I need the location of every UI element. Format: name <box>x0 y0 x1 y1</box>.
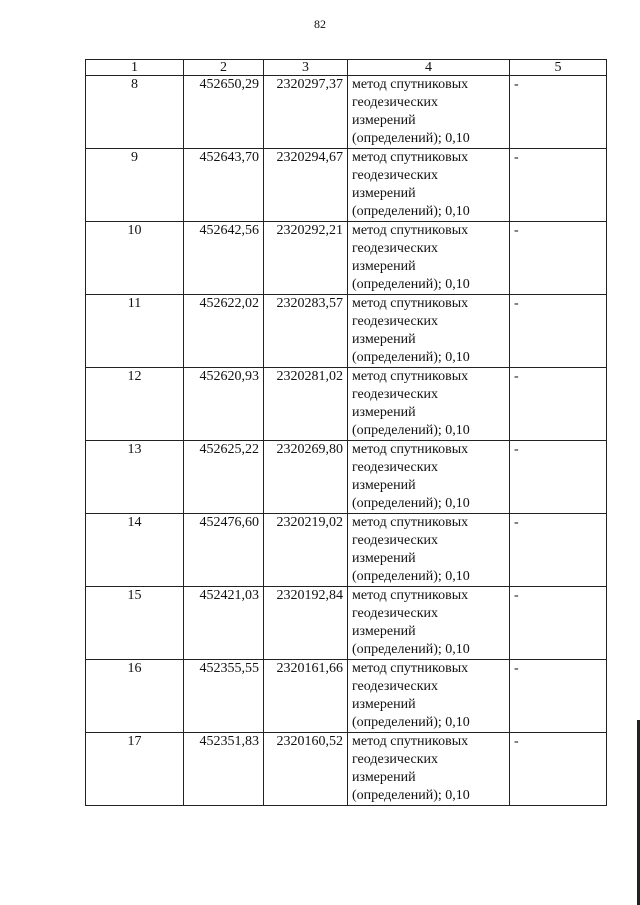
header-col-4: 4 <box>348 60 510 76</box>
coordinate-x: 452642,56 <box>184 222 264 295</box>
coordinate-y: 2320269,80 <box>264 441 348 514</box>
note-cell: - <box>510 295 607 368</box>
point-number: 14 <box>86 514 184 587</box>
coordinate-y: 2320292,21 <box>264 222 348 295</box>
coordinates-table <box>85 59 607 806</box>
point-number: 10 <box>86 222 184 295</box>
note-cell: - <box>510 441 607 514</box>
note-cell: - <box>510 514 607 587</box>
table-row <box>86 295 607 368</box>
method-cell: метод спутниковых геодезических измерений (определений); 0,10 <box>348 222 510 295</box>
table-row <box>86 733 607 806</box>
point-number: 17 <box>86 733 184 806</box>
header-col-1: 1 <box>86 60 184 76</box>
method-cell: метод спутниковых геодезических измерений (определений); 0,10 <box>348 660 510 733</box>
header-col-5: 5 <box>510 60 607 76</box>
point-number: 15 <box>86 587 184 660</box>
coordinate-x: 452620,93 <box>184 368 264 441</box>
point-number: 9 <box>86 149 184 222</box>
method-cell: метод спутниковых геодезических измерений (определений); 0,10 <box>348 733 510 806</box>
method-cell: метод спутниковых геодезических измерений (определений); 0,10 <box>348 441 510 514</box>
method-cell: метод спутниковых геодезических измерений (определений); 0,10 <box>348 149 510 222</box>
coordinate-y: 2320294,67 <box>264 149 348 222</box>
page-number: 82 <box>314 17 326 31</box>
point-number: 8 <box>86 76 184 149</box>
coordinate-y: 2320161,66 <box>264 660 348 733</box>
note-cell: - <box>510 149 607 222</box>
coordinate-y: 2320192,84 <box>264 587 348 660</box>
header-col-2: 2 <box>184 60 264 76</box>
coordinate-y: 2320281,02 <box>264 368 348 441</box>
coordinate-x: 452476,60 <box>184 514 264 587</box>
method-cell: метод спутниковых геодезических измерений (определений); 0,10 <box>348 514 510 587</box>
note-cell: - <box>510 76 607 149</box>
coordinate-x: 452625,22 <box>184 441 264 514</box>
table-row <box>86 368 607 441</box>
method-cell: метод спутниковых геодезических измерений (определений); 0,10 <box>348 368 510 441</box>
table-row <box>86 441 607 514</box>
note-cell: - <box>510 587 607 660</box>
coordinate-x: 452622,02 <box>184 295 264 368</box>
method-cell: метод спутниковых геодезических измерений (определений); 0,10 <box>348 295 510 368</box>
note-cell: - <box>510 222 607 295</box>
point-number: 11 <box>86 295 184 368</box>
method-cell: метод спутниковых геодезических измерений (определений); 0,10 <box>348 76 510 149</box>
table-row <box>86 149 607 222</box>
method-cell: метод спутниковых геодезических измерений (определений); 0,10 <box>348 587 510 660</box>
table-row <box>86 660 607 733</box>
point-number: 16 <box>86 660 184 733</box>
table-row <box>86 587 607 660</box>
coordinate-y: 2320297,37 <box>264 76 348 149</box>
coordinate-y: 2320160,52 <box>264 733 348 806</box>
coordinate-y: 2320283,57 <box>264 295 348 368</box>
note-cell: - <box>510 660 607 733</box>
coordinate-x: 452643,70 <box>184 149 264 222</box>
coordinate-x: 452355,55 <box>184 660 264 733</box>
table-row <box>86 222 607 295</box>
coordinate-x: 452650,29 <box>184 76 264 149</box>
table-row <box>86 76 607 149</box>
header-col-3: 3 <box>264 60 348 76</box>
coordinate-y: 2320219,02 <box>264 514 348 587</box>
coordinate-x: 452351,83 <box>184 733 264 806</box>
table-header-row <box>86 60 607 76</box>
note-cell: - <box>510 368 607 441</box>
table-row <box>86 514 607 587</box>
coordinate-x: 452421,03 <box>184 587 264 660</box>
point-number: 12 <box>86 368 184 441</box>
note-cell: - <box>510 733 607 806</box>
point-number: 13 <box>86 441 184 514</box>
